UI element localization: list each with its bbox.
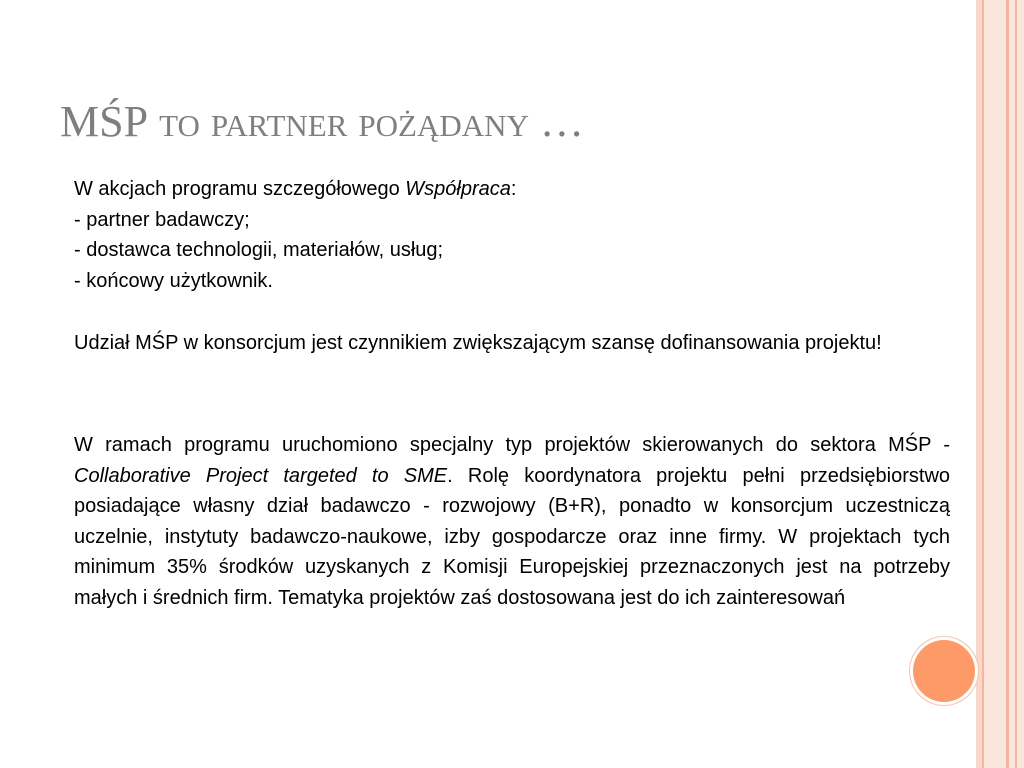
sme-text-italic: Collaborative Project targeted to SME <box>74 464 448 487</box>
title-prefix: MŚP <box>60 97 149 146</box>
roles-intro-italic: Współpraca <box>405 178 511 200</box>
sme-program-paragraph <box>74 430 950 613</box>
stripe <box>984 0 1006 768</box>
roles-intro <box>74 174 950 205</box>
right-decorative-stripes <box>976 0 1024 768</box>
orange-circle-decoration <box>913 640 975 702</box>
slide-title <box>60 98 920 146</box>
role-item: - partner badawczy; <box>74 208 250 231</box>
stripe <box>1017 0 1024 768</box>
sme-text-part2: . Rolę koordynatora projektu pełni przedsiębiorstwo posiadające własny dział badawczo - rozwojowy (B+R), ponadto w konsorcjum uczestniczą uczelnie, instytuty badawczo-naukowe, izby gospodarcze oraz inne firmy. W projektach tych minimum 35% środków uzyskanych z Komisji Europejskiej przeznaczonych jest na potrzeby małych i średnich firm. Tematyka projektów zaś dostosowana jest do ich zainteresowań <box>74 464 951 609</box>
role-item: - dostawca technologii, materiałów, usług; <box>74 239 444 261</box>
roles-block <box>74 174 950 296</box>
consortium-paragraph: Udział MŚP w konsorcjum jest czynnikiem zwiększającym szansę dofinansowania projektu! <box>74 332 882 354</box>
role-item: - końcowy użytkownik. <box>74 269 273 292</box>
title-rest: to partner pożądany … <box>148 97 584 146</box>
roles-intro-text: W akcjach programu szczegółowego <box>74 178 406 200</box>
sme-text-part1: W ramach programu uruchomiono specjalny typ projektów skierowanych do sektora MŚP - <box>74 434 950 456</box>
roles-intro-end: : <box>510 178 517 200</box>
